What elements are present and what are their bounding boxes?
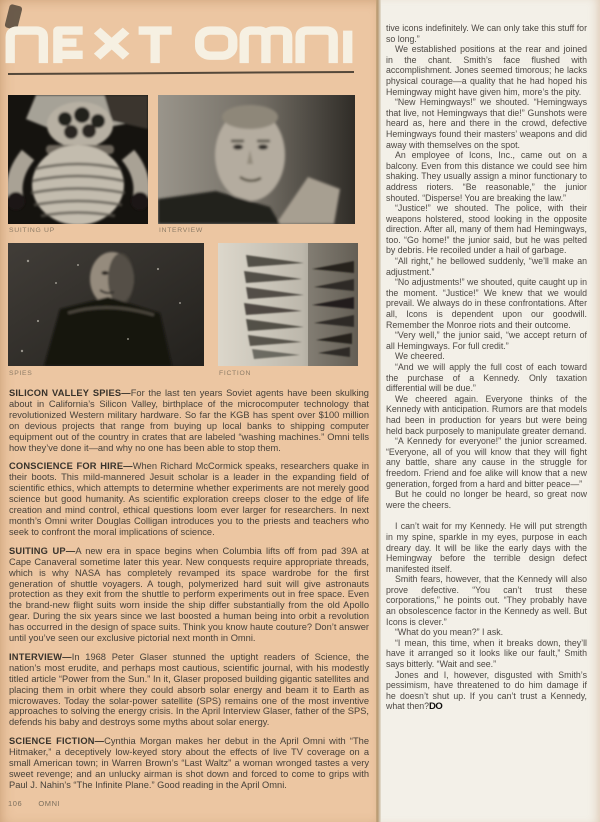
caption-interview: INTERVIEW bbox=[159, 227, 203, 234]
photo-spies bbox=[8, 243, 204, 366]
section-silicon-valley-spies bbox=[9, 388, 369, 453]
next-omni-logo-art bbox=[4, 25, 356, 65]
section-heading: SUITING UP— bbox=[9, 545, 76, 556]
next-omni-logo bbox=[4, 25, 356, 65]
story-paragraph bbox=[386, 670, 587, 713]
caption-spies: SPIES bbox=[9, 370, 33, 377]
story-paragraph: “New Hemingways!” we shouted. “Hemingways that live, not Hemingways that die!” Gunshots were heard as, here and there in the crowd, defective Hemingways found their masters’ weapons and did away with themselves on the spot. bbox=[386, 97, 587, 150]
story-paragraph: “All right,” he bellowed suddenly, “we’ll make an adjustment.” bbox=[386, 256, 587, 277]
story-panel bbox=[381, 0, 600, 822]
section-suiting-up bbox=[9, 546, 369, 644]
story-paragraph: We cheered again. Everyone thinks of the Kennedy with anticipation. Rumors are that models had been in production for years but were being held back purposely to manipulate greater demand. bbox=[386, 393, 587, 436]
magazine-name: OMNI bbox=[38, 799, 61, 808]
section-interview bbox=[9, 652, 369, 728]
photo-fiction bbox=[218, 243, 358, 366]
story-paragraph: An employee of Icons, Inc., came out on a balcony. Even from this distance we could see him shaking. They usually assign a minor functionary to address rioters. “Be reasonable,” the junior shouted. “Disperse! You are breaking the law.” bbox=[386, 150, 587, 203]
caption-suiting-up: SUITING UP bbox=[9, 227, 55, 234]
section-body: A new era in space begins when Columbia lifts off from pad 39A at Cape Canaveral sometime later this year. New conquests require appropriate threads, which is why NASA has completely revamped its space wardrobe for the first generation of shuttle voyagers. A tough, polymerized hard suit will give astronauts protection as they exit from the shuttle to perform experiments out in free space. Even the brand-new flight suits worn inside the ship differ substantially from the old Apollo gear. During the six years since we last boosted a human being into orbit a revolution has occurred in the design of space suits. Think you know haute couture? Don’t answer until you’ve seen our exclusive pictorial next month in Omni. bbox=[9, 545, 370, 644]
section-heading: INTERVIEW— bbox=[9, 651, 72, 662]
section-body: Cynthia Morgan makes her debut in the April Omni with “The Hitmaker,” a deceptively low-keyed story about the effects of live TV coverage on a small American town; in Warren Brown’s “Last Waltz” a woman wronged tastes a very sweet revenge; and an unlucky airman is shot down and forced to come to grips with Paul J. Nahin’s “The Infinite Plane.” Good reading in the April Omni. bbox=[9, 736, 369, 790]
story-paragraph: “Very well,” the junior said, “we accept return of all Hemingways. For full credit.” bbox=[386, 330, 587, 351]
story-paragraph: “I mean, this time, when it breaks down, they’ll have it arranged so it looks like our fault,” Smith says bitterly. “Wait and see.” bbox=[386, 637, 587, 670]
story-paragraph: “What do you mean?” I ask. bbox=[395, 627, 504, 638]
section-body: When Richard McCormick speaks, researchers quake in their boots. This mild-mannered Jesuit scholar is a leader in the expanding field of scientific ethics, which attempts to determine whether experiments are not merely good science but good humanity. As scientific exploration creeps closer to the edge of life creation and mind control, ethical questions loom ever larger for researchers. In next month’s Omni writer Douglas Colligan introduces you to the priests and teachers who seek to confront the moral implications of science. bbox=[9, 461, 369, 537]
story-paragraph: We cheered. bbox=[395, 351, 445, 362]
section-science-fiction bbox=[9, 736, 369, 791]
story-paragraph: tive icons indefinitely. We can only take this stuff for so long.” bbox=[386, 23, 587, 44]
story-paragraph-text: Jones and I, however, disgusted with Smith’s pessimism, have threatened to do him damage if he doesn’t shut up. If you can’t trust a Kennedy, what then? bbox=[386, 669, 587, 712]
story-paragraph: I can’t wait for my Kennedy. He will put strength in my spine, sparkle in my eyes, purpose in each dreary day. It will be like the early days with the Hemingway before the terrible design defect manifested itself. bbox=[386, 521, 587, 574]
section-heading: CONSCIENCE FOR HIRE— bbox=[9, 461, 133, 472]
story-paragraph: “A Kennedy for everyone!” the junior screamed. “Everyone, all of you will know that they will fight any battle, share any cause in the struggle for freedom. Friend and foe alike will know that a new generation, forged from a hard and bitter peace—” bbox=[386, 436, 587, 489]
section-heading: SCIENCE FICTION— bbox=[9, 736, 105, 747]
section-heading: SILICON VALLEY SPIES— bbox=[9, 388, 131, 398]
photo-suiting-up bbox=[8, 95, 148, 224]
end-of-article-mark: DO bbox=[429, 701, 443, 713]
page-footer bbox=[8, 799, 60, 808]
story-paragraph: But he could no longer be heard, so great now were the cheers. bbox=[386, 489, 587, 510]
caption-fiction: FICTION bbox=[219, 370, 252, 377]
story-paragraph: We established positions at the rear and joined in the chant. Smith’s face flushed with accomplishment. Jones seemed timorous; he lacks physical courage—a quality that he had hoped his Hemingway might have given him, more’s the pity. bbox=[386, 44, 587, 97]
story-paragraph: Smith fears, however, that the Kennedy will also prove defective. “You can’t trust these corporations,” he points out. “They probably have an obsolescence factor in the Kennedy as well. But Icons is clever.” bbox=[386, 574, 587, 627]
page-number: 106 bbox=[8, 799, 23, 808]
section-body: For the last ten years Soviet agents have been skulking about in California’s Silicon Valley, birthplace of the microcomputer technology that revolutionized Western military hardware. So far the KGB has spent over $100 million on devious projects that range from buying up local banks to shipping computer equipment out of the country in crates that are labeled “washing machines.” Omni tells how they’ve done it—and why no one has been able to stop them. bbox=[9, 388, 369, 453]
story-paragraph: “Justice!” we shouted. The police, with their weapons holstered, stood looking in the opposite direction. After all, many of them had Hemingways, too. “Go home!” the junior said, but he was pelted by debris. He recoiled under a hail of garbage. bbox=[386, 203, 587, 256]
story-paragraph: “No adjustments!” we shouted, quite caught up in the moment. “Justice!” We knew that we would prevail. We always do in these confrontations. After all, Icons is dependent upon our goodwill. Remember the Monroe riots and their outcome. bbox=[386, 277, 587, 330]
section-body: In 1968 Peter Glaser stunned the uptight readers of Science, the nation’s most erudite, and perhaps most cautious, scientific journal, with his modestly titled article “Power from the Sun.” In it, Glaser proposed building gigantic satellites and placing them in orbit where they could absorb solar energy and beam it to Earth as microwaves. Today the solar-power satellite (SPS) remains one of the most inventive approaches to solving the energy crisis. In the April Interview Glaser, father of the SPS, defends his baby and destroys some myths about solar energy. bbox=[9, 651, 369, 728]
preview-sections bbox=[9, 388, 369, 799]
story-paragraph: “And we will apply the full cost of each toward the purchase of a Kennedy. Only taxation differential will be due.” bbox=[386, 362, 587, 394]
section-conscience-for-hire bbox=[9, 461, 369, 537]
header-rule bbox=[8, 71, 354, 75]
story-column bbox=[386, 23, 587, 713]
photo-interview bbox=[158, 95, 355, 224]
